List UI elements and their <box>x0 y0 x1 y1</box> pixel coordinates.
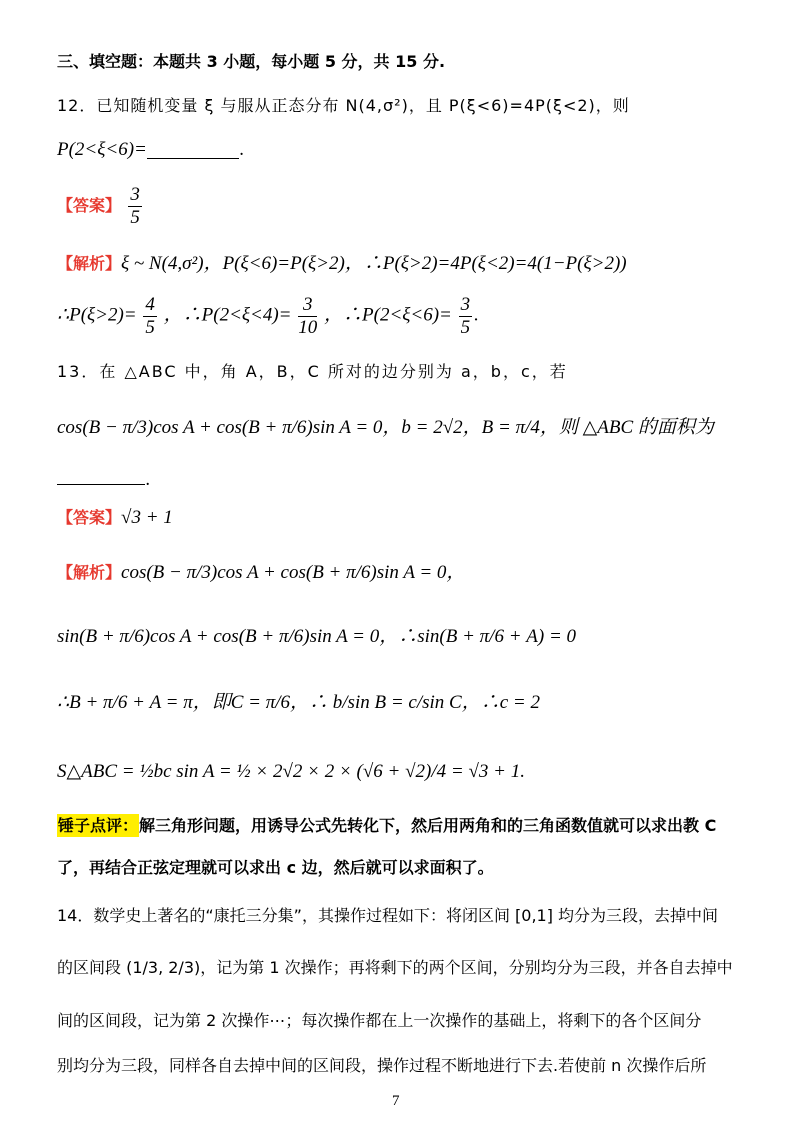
q13-analysis-text1: cos(B − π/3)cos A + cos(B + π/6)sin A = 0， <box>121 562 466 583</box>
q13-comment-line1 <box>57 818 716 835</box>
q12-analysis-expr-a: ∴P(ξ>2)= <box>57 304 137 326</box>
q12-fraction-b <box>298 294 317 339</box>
q12-analysis-text1: ξ ~ N(4,σ²)，P(ξ<6)=P(ξ>2)，∴P(ξ>2)=4P(ξ<2)=4(1−P(ξ>2)) <box>121 253 627 274</box>
q12-fraction-c-den: 5 <box>460 316 471 338</box>
q13-analysis-line4: S△ABC = ½bc sin A = ½ × 2√2 × 2 × (√6 + √2)/4 = √3 + 1. <box>57 761 525 782</box>
q13-answer-blank <box>57 483 145 485</box>
q13-answer <box>57 508 173 527</box>
q12-fraction-b-num: 3 <box>298 294 317 317</box>
q12-analysis-line1 <box>57 254 627 273</box>
q13-analysis-line3: ∴B + π/6 + A = π，即C = π/6，∴ b/sin B = c/sin C，∴c = 2 <box>57 692 540 713</box>
comment-tag: 锤子点评： <box>58 816 139 835</box>
q13-comment-line2: 了，再结合正弦定理就可以求出 c 边，然后就可以求面积了。 <box>57 858 494 877</box>
q14-line4: 别均分为三段，同样各自去掉中间的区间段，操作过程不断地进行下去.若使前 n 次操作后所 <box>57 1056 707 1075</box>
section-header: 三、填空题：本题共 3 小题，每小题 5 分，共 15 分. <box>57 52 446 71</box>
q14-line2: 的区间段 (1/3, 2/3)，记为第 1 次操作；再将剩下的两个区间，分别均分为三段，并各自去掉中 <box>57 958 733 977</box>
q12-analysis-expr-b: ，∴P(2<ξ<4)= <box>163 304 292 326</box>
q13-stem-line2: cos(B − π/3)cos A + cos(B + π/6)sin A = 0，b = 2√2，B = π/4，则 △ABC 的面积为 <box>57 417 714 438</box>
q12-answer-blank <box>147 142 239 159</box>
q12-answer-tag: 【答案】 <box>57 195 122 215</box>
q12-analysis-tag: 【解析】 <box>57 254 122 273</box>
q13-stem-line1: 13．在 △ABC 中，角 A，B，C 所对的边分别为 a，b，c，若 <box>57 362 568 381</box>
q12-fraction-a-num: 4 <box>145 294 155 315</box>
q13-answer-value: √3 + 1 <box>121 507 173 528</box>
q12-answer-fraction <box>128 184 142 229</box>
q12-stem-line2: P(2<ξ<6)= . <box>57 139 245 160</box>
q13-answer-tag: 【答案】 <box>57 508 122 527</box>
q12-answer-denominator: 5 <box>130 206 140 228</box>
q13-analysis-tag: 【解析】 <box>57 563 122 582</box>
q14-line3: 间的区间段，记为第 2 次操作⋯；每次操作都在上一次操作的基础上，将剩下的各个区间分 <box>57 1011 702 1030</box>
q12-answer-numerator: 3 <box>130 184 140 205</box>
q12-analysis-line2 <box>57 294 479 339</box>
q13-analysis-line1 <box>57 563 465 582</box>
q13-answer-blank-line: . <box>57 472 150 489</box>
q12-analysis-expr-c: ，∴P(2<ξ<6)= <box>324 304 452 326</box>
comment-text1: 解三角形问题，用诱导公式先转化下，然后用两角和的三角函数值就可以求出教 C <box>139 816 717 835</box>
q12-fraction-a-den: 5 <box>145 316 155 338</box>
q14-line1: 14．数学史上著名的“康托三分集”，其操作过程如下：将闭区间 [0,1] 均分为三段，去掉中间 <box>57 906 719 925</box>
q12-fraction-c-num: 3 <box>460 294 471 315</box>
q13-analysis-line2: sin(B + π/6)cos A + cos(B + π/6)sin A = 0，∴sin(B + π/6 + A) = 0 <box>57 626 577 647</box>
q12-analysis-end: . <box>474 304 479 326</box>
q12-fraction-b-den: 10 <box>298 316 318 338</box>
q12-fraction-c <box>459 294 473 339</box>
q12-stem-line1: 12．已知随机变量 ξ 与服从正态分布 N(4,σ²)，且 P(ξ<6)=4P(ξ<2)，则 <box>57 96 630 115</box>
q12-fraction-a <box>143 294 157 339</box>
page-number: 7 <box>392 1093 400 1109</box>
q12-prob-expr: P(2<ξ<6)= <box>57 139 147 160</box>
q12-answer <box>57 184 144 229</box>
